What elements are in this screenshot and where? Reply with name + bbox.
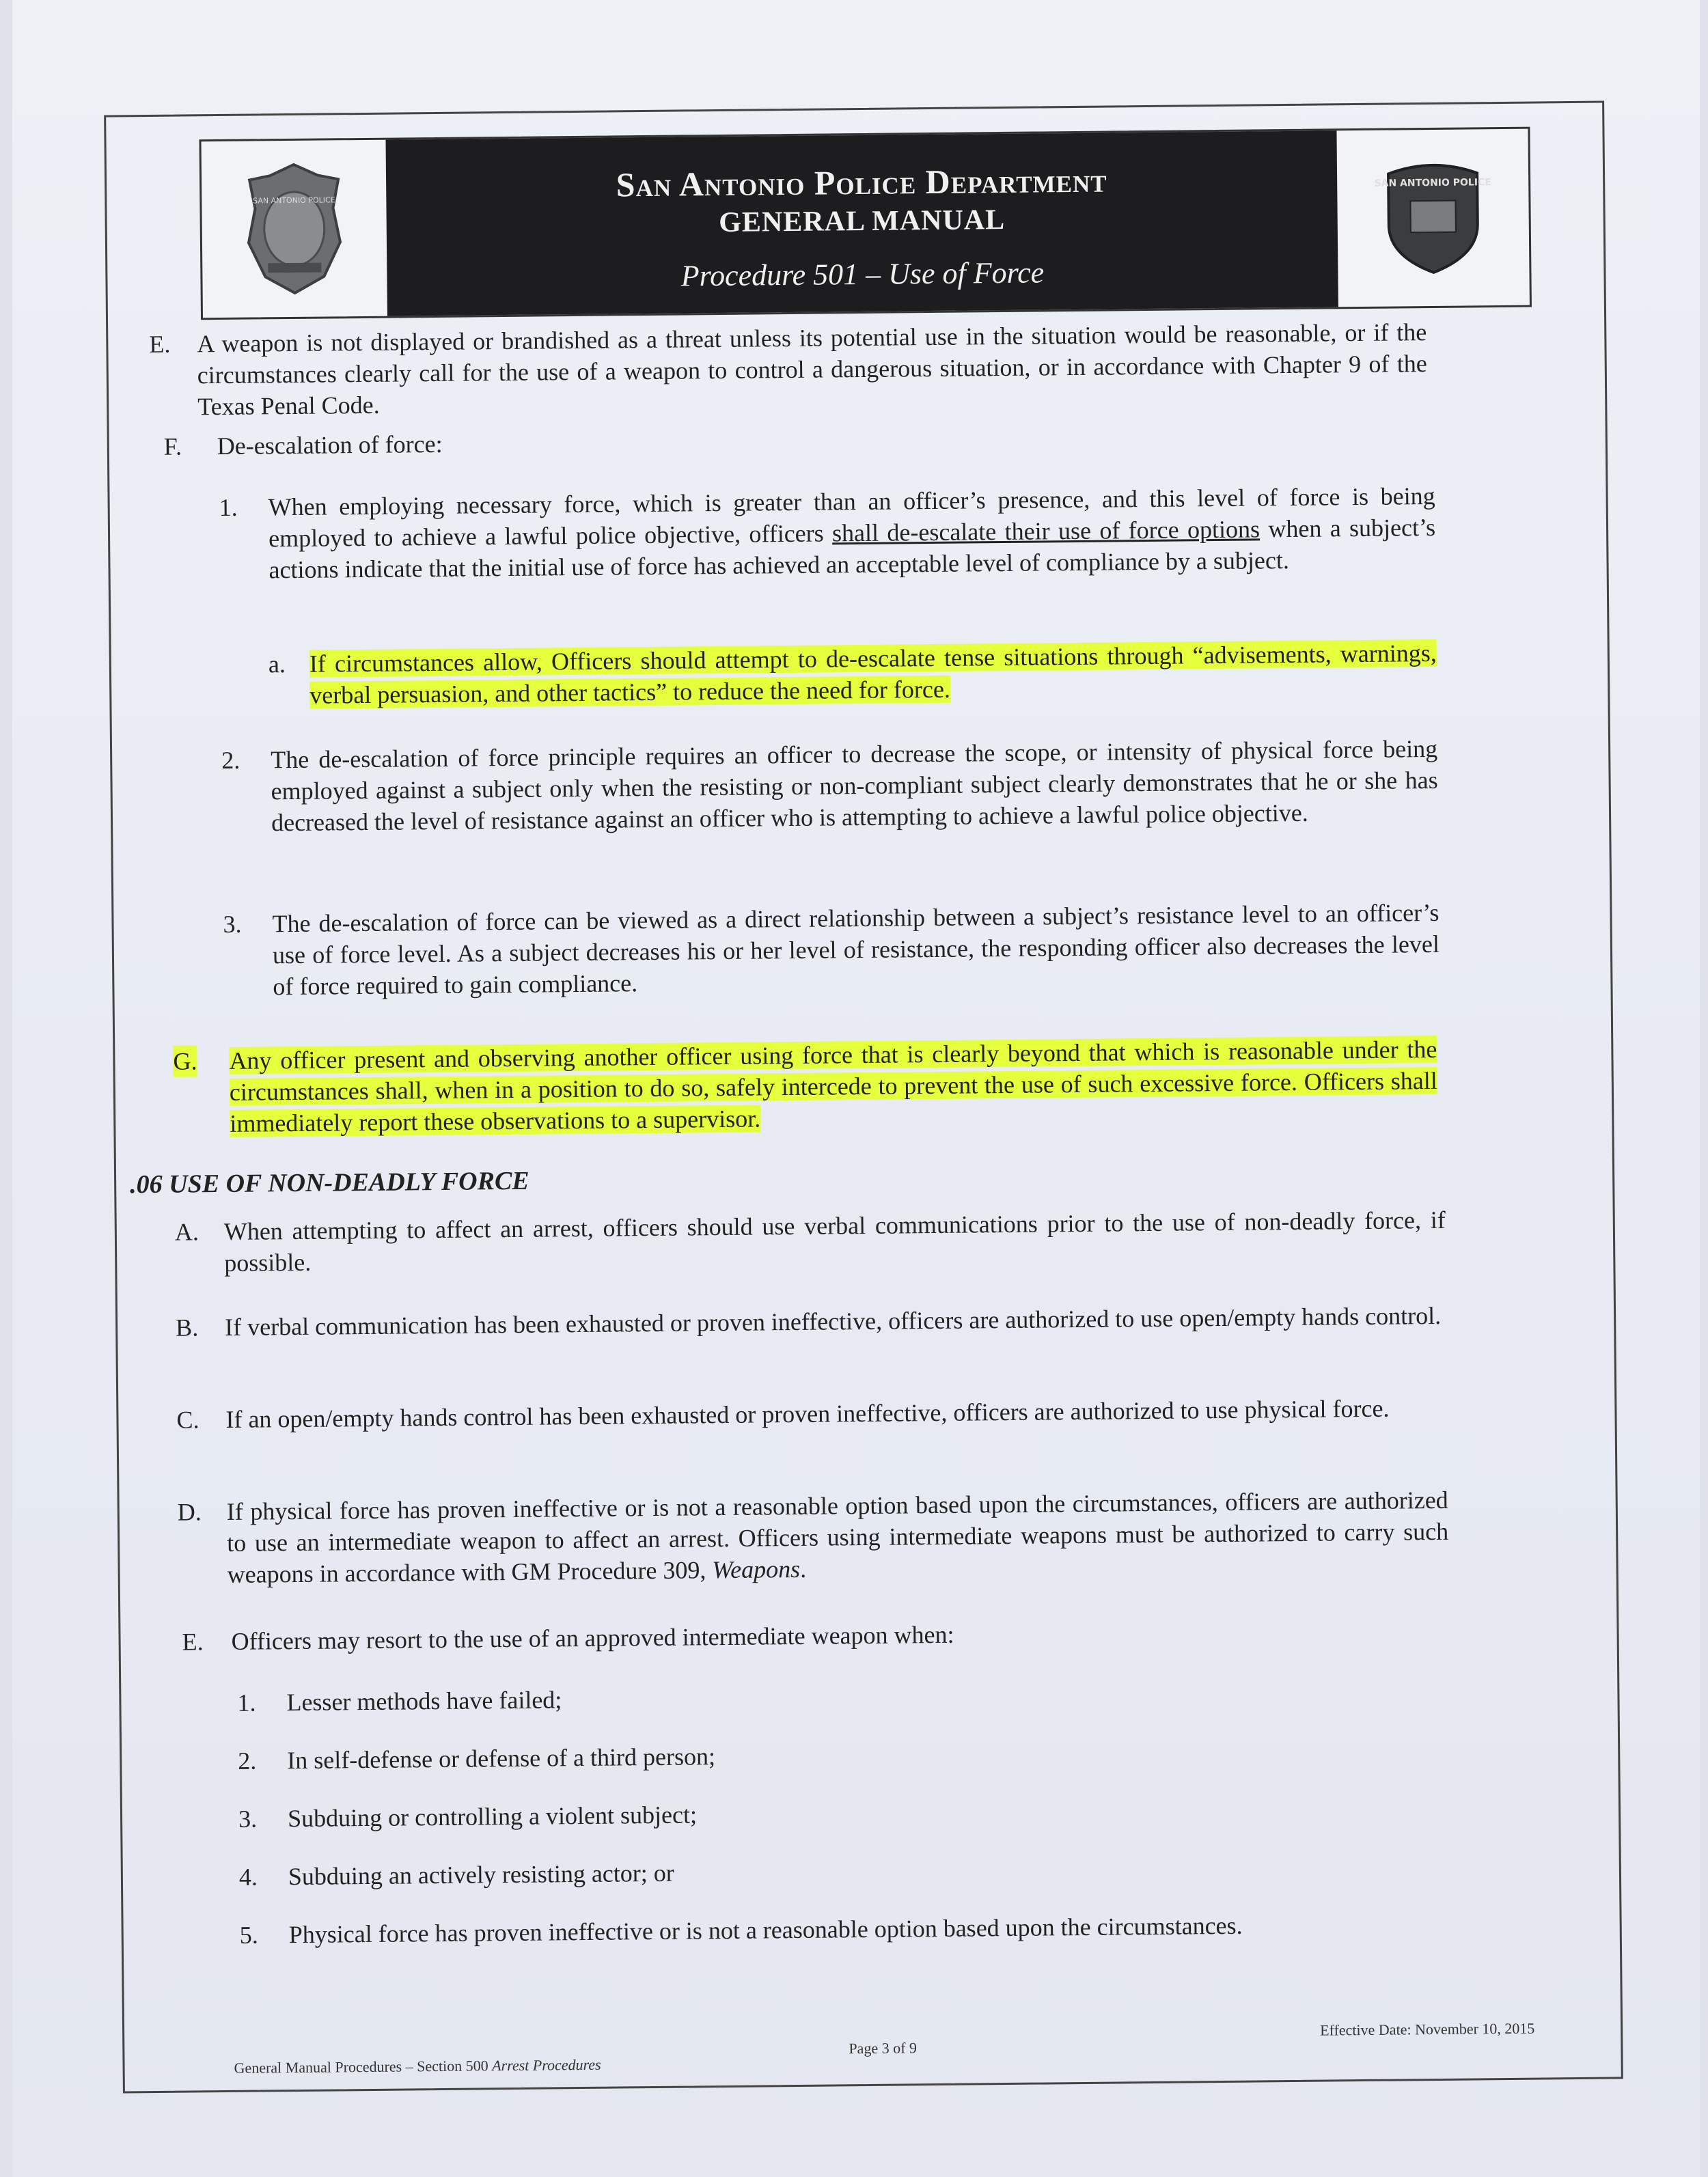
item-text: The de-escalation of force can be viewed as a direct relationship between a subject’s resistance level to an officer’s use of force level. As a subject decreases his or her level of resistance, the responding officer also decreases the level of force required to gain compliance. bbox=[272, 898, 1440, 1001]
item-text: De-escalation of force: bbox=[217, 430, 443, 460]
item-text: If physical force has proven ineffective or is not a reasonable option based upon the circumstances, officers are authorized to use an intermediate weapon to affect an arrest. Officers using intermediate weapons must be authorized to carry such weapons in accordance with GM Procedure 309, Weapons. bbox=[226, 1486, 1449, 1588]
svg-text:SAN ANTONIO POLICE: SAN ANTONIO POLICE bbox=[253, 195, 335, 206]
item-06-e5 bbox=[240, 1908, 1442, 1951]
item-label: E. bbox=[182, 1628, 204, 1656]
section-06-heading: .06 USE OF NON-DEADLY FORCE bbox=[129, 1166, 529, 1200]
item-text: Physical force has proven ineffective or is not a reasonable option based upon the circumstances. bbox=[288, 1911, 1243, 1949]
item-label: C. bbox=[176, 1406, 199, 1434]
item-text: If verbal communication has been exhausted or proven ineffective, officers are authorized to use open/empty hands control. bbox=[224, 1301, 1442, 1341]
italic-reference: Weapons bbox=[712, 1555, 801, 1584]
item-label: F. bbox=[163, 432, 182, 460]
item-text: Subduing or controlling a violent subject; bbox=[287, 1801, 698, 1833]
footer-section-reference: General Manual Procedures – Section 500 Arrest Procedures bbox=[234, 2055, 601, 2077]
item-label: 3. bbox=[223, 910, 242, 938]
item-label: 2. bbox=[221, 746, 240, 774]
item-label: A. bbox=[174, 1218, 199, 1246]
item-f3 bbox=[223, 897, 1440, 1003]
item-06-e4 bbox=[239, 1850, 1442, 1893]
item-g bbox=[173, 1034, 1437, 1140]
item-e bbox=[149, 316, 1427, 423]
highlighted-text: Any officer present and observing another officer using force that is clearly beyond that which is reasonable under the circumstances shall, when in a position to do so, safely intercede to prevent the use of such excessive force. Officers shall immediately report these observations to a supervisor. bbox=[229, 1035, 1437, 1137]
item-f1a bbox=[268, 637, 1437, 711]
item-label: G. bbox=[173, 1045, 197, 1077]
underlined-phrase: shall de-escalate their use of force options bbox=[831, 515, 1261, 547]
highlighted-text: If circumstances allow, Officers should attempt to de-escalate tense situations through “advisements, warnings, verbal persuasion, and other tactics” to reduce the need for force. bbox=[309, 639, 1437, 709]
procedure-title: Procedure 501 – Use of Force bbox=[680, 255, 1045, 293]
item-label: 4. bbox=[238, 1863, 258, 1891]
item-06-a bbox=[175, 1204, 1446, 1279]
item-label: a. bbox=[268, 650, 286, 678]
item-06-c bbox=[176, 1392, 1447, 1436]
document-page bbox=[12, 0, 1700, 2177]
item-label: E. bbox=[149, 330, 171, 358]
manual-title: GENERAL MANUAL bbox=[719, 204, 1006, 238]
item-label: 1. bbox=[237, 1689, 256, 1717]
item-label: B. bbox=[176, 1314, 199, 1342]
item-f2 bbox=[221, 733, 1438, 839]
item-label: 2. bbox=[238, 1747, 257, 1775]
item-06-b bbox=[176, 1300, 1446, 1344]
item-text: If an open/empty hands control has been exhausted or proven ineffective, officers are authorized to use physical force. bbox=[225, 1394, 1390, 1433]
item-06-d bbox=[178, 1484, 1449, 1591]
item-text: Lesser methods have failed; bbox=[286, 1686, 562, 1717]
footer-page-number: Page 3 of 9 bbox=[849, 2039, 918, 2057]
item-text bbox=[309, 637, 1437, 711]
svg-text:SAN ANTONIO POLICE: SAN ANTONIO POLICE bbox=[1374, 177, 1491, 189]
item-text bbox=[229, 1034, 1437, 1139]
item-06-e3 bbox=[238, 1792, 1441, 1835]
item-text: When attempting to affect an arrest, officers should use verbal communications prior to the use of non-deadly force, if possible. bbox=[223, 1206, 1446, 1277]
item-label: 1. bbox=[219, 493, 238, 522]
page-border bbox=[104, 101, 1623, 2094]
item-label: D. bbox=[177, 1498, 202, 1526]
document-body bbox=[106, 103, 1621, 2092]
item-label: 3. bbox=[238, 1805, 258, 1833]
item-06-e1 bbox=[237, 1676, 1440, 1719]
item-text: Subduing an actively resisting actor; or bbox=[288, 1859, 674, 1891]
item-06-e bbox=[182, 1614, 1452, 1658]
item-06-e2 bbox=[238, 1734, 1440, 1777]
item-text: When employing necessary force, which is greater than an officer’s presence, and this level of force is being employed to achieve a lawful police objective, officers shall de-escalate their use of force options when a subject’s actions indicate that the initial use of force has achieved an acceptable level of compliance by a subject. bbox=[268, 482, 1436, 584]
item-f1 bbox=[219, 480, 1435, 586]
footer-effective-date: Effective Date: November 10, 2015 bbox=[1320, 2019, 1535, 2039]
item-text: In self-defense or defense of a third person; bbox=[287, 1743, 716, 1775]
item-text: The de-escalation of force principle requires an officer to decrease the scope, or intensity of physical force being employed against a subject only when the resisting or non-compliant subject clearly demonstrates that he or she has decreased the level of resistance against an officer who is attempting to achieve a lawful police objective. bbox=[271, 734, 1438, 837]
department-name: San Antonio Police Department bbox=[616, 161, 1107, 204]
item-text: Officers may resort to the use of an approved intermediate weapon when: bbox=[231, 1620, 954, 1655]
item-label: 5. bbox=[239, 1921, 258, 1949]
item-f bbox=[164, 419, 1428, 462]
item-text: A weapon is not displayed or brandished as a threat unless its potential use in the situation would be reasonable, or if the circumstances clearly call for the use of a weapon to control a dangerous situation, or in accordance with Chapter 9 of the Texas Penal Code. bbox=[197, 318, 1427, 421]
